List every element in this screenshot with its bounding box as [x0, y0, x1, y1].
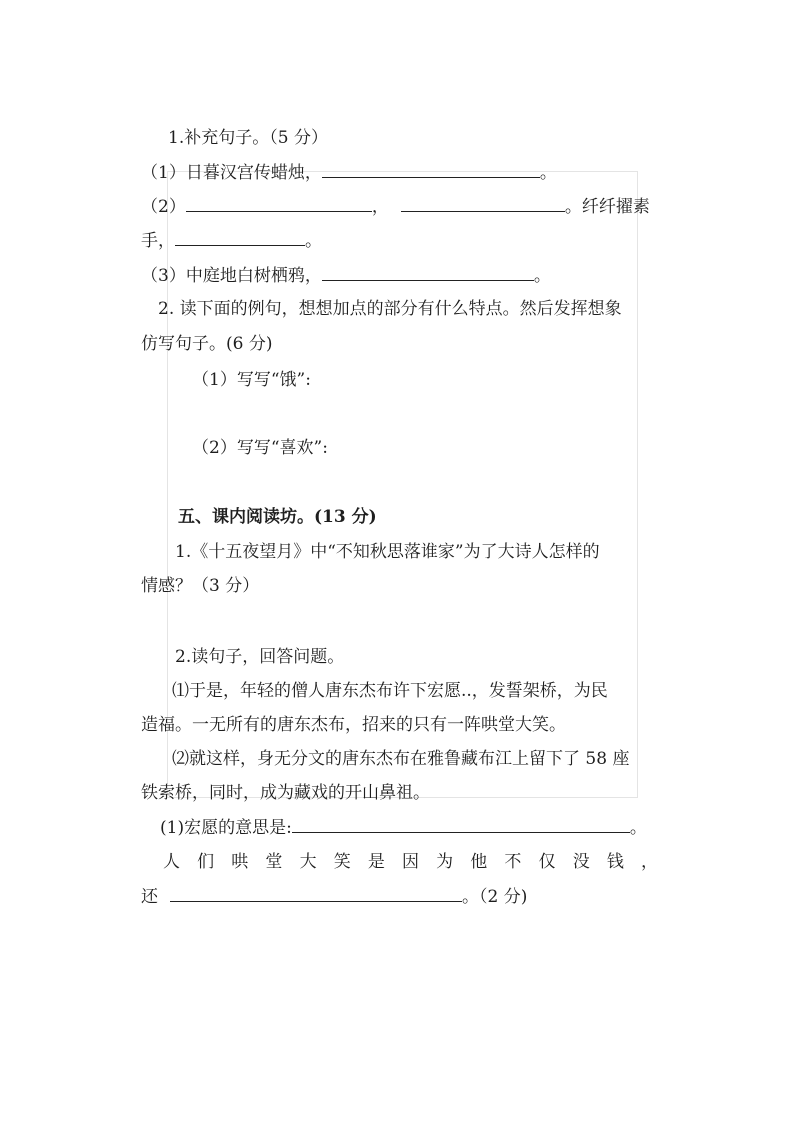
- sub-2-char: 为: [436, 852, 454, 872]
- sub-2-char: 笑: [333, 852, 351, 872]
- s5-sub-2-line-2: [141, 885, 527, 909]
- q2-2: （2）写写“喜欢”:: [192, 438, 328, 458]
- passage-1-line-2: 造福。一无所有的唐东杰布，招来的只有一阵哄堂大笑。: [141, 715, 566, 735]
- q1-3: [141, 264, 551, 288]
- sub-2-char: 没: [572, 852, 590, 872]
- q1-3-blank[interactable]: [322, 264, 534, 281]
- q1-2-blank-2[interactable]: [401, 195, 565, 212]
- sub-2-char: 钱: [606, 852, 624, 872]
- sub-2-char: 仅: [538, 852, 556, 872]
- sub-2-char: 堂: [265, 852, 283, 872]
- q1-title: 1.补充句子。（5 分）: [168, 128, 328, 148]
- q1-2-blank-1[interactable]: [186, 195, 372, 212]
- q1-3-prompt: （3）中庭地白树栖鸦，: [141, 266, 322, 286]
- s5-q2-title: 2.读句子，回答问题。: [175, 647, 345, 667]
- q2-line-2: 仿写句子。(6 分): [141, 334, 273, 354]
- section-5-heading: 五、课内阅读坊。(13 分): [178, 507, 377, 527]
- q1-3-end: 。: [533, 266, 551, 286]
- s5-q1-line-1: 1.《十五夜望月》中“不知秋思落谁家”为了大诗人怎样的: [175, 542, 600, 562]
- s5-sub-2-line-1: [163, 850, 658, 874]
- sub-2-end: 。（2 分): [462, 887, 528, 907]
- q1-2: [141, 195, 650, 219]
- q1-1-end: 。: [539, 163, 557, 183]
- sub-2-char: 他: [470, 852, 488, 872]
- sub-2-char: 哄: [231, 852, 249, 872]
- sub-1-blank[interactable]: [292, 816, 630, 833]
- q1-1: [141, 161, 557, 185]
- sub-2-char: 大: [299, 852, 317, 872]
- q1-2-text: 。纤纤擢素: [564, 197, 650, 217]
- sub-2-blank[interactable]: [170, 885, 462, 902]
- q1-2-cont: [141, 229, 322, 253]
- q1-2-blank-3[interactable]: [175, 229, 305, 246]
- sub-2-char: 因: [401, 852, 419, 872]
- sub-1-prompt: (1)宏愿的意思是:: [160, 818, 292, 838]
- q2-line-1: 2. 读下面的例句，想想加点的部分有什么特点。然后发挥想象: [158, 299, 622, 319]
- sub-1-end: 。: [629, 818, 647, 838]
- q1-2-prompt: （2）: [141, 197, 186, 217]
- q1-2-cont-end: 。: [305, 231, 322, 251]
- q1-1-prompt: （1）日暮汉宫传蜡烛，: [141, 163, 322, 183]
- passage-1-line-1: ⑴于是，年轻的僧人唐东杰布许下宏愿..，发誓架桥，为民: [172, 681, 608, 701]
- sub-2-char: 人: [163, 852, 180, 872]
- q1-1-blank[interactable]: [322, 161, 540, 178]
- passage-2-line-2: 铁索桥，同时，成为藏戏的开山鼻祖。: [141, 783, 430, 803]
- sub-2-prompt: 还: [141, 887, 158, 907]
- passage-2-line-1: ⑵就这样，身无分文的唐东杰布在雅鲁藏布江上留下了 58 座: [172, 749, 630, 769]
- q1-2-comma: ，: [371, 197, 389, 217]
- s5-q1-line-2: 情感？（3 分）: [141, 576, 260, 596]
- sub-2-char: ，: [640, 852, 658, 872]
- s5-sub-1: [160, 816, 647, 840]
- sub-2-char: 是: [367, 852, 385, 872]
- q1-2-cont-text: 手，: [141, 231, 175, 251]
- sub-2-char: 不: [504, 852, 522, 872]
- q2-1: （1）写写“饿”:: [192, 370, 311, 390]
- sub-2-char: 们: [197, 852, 215, 872]
